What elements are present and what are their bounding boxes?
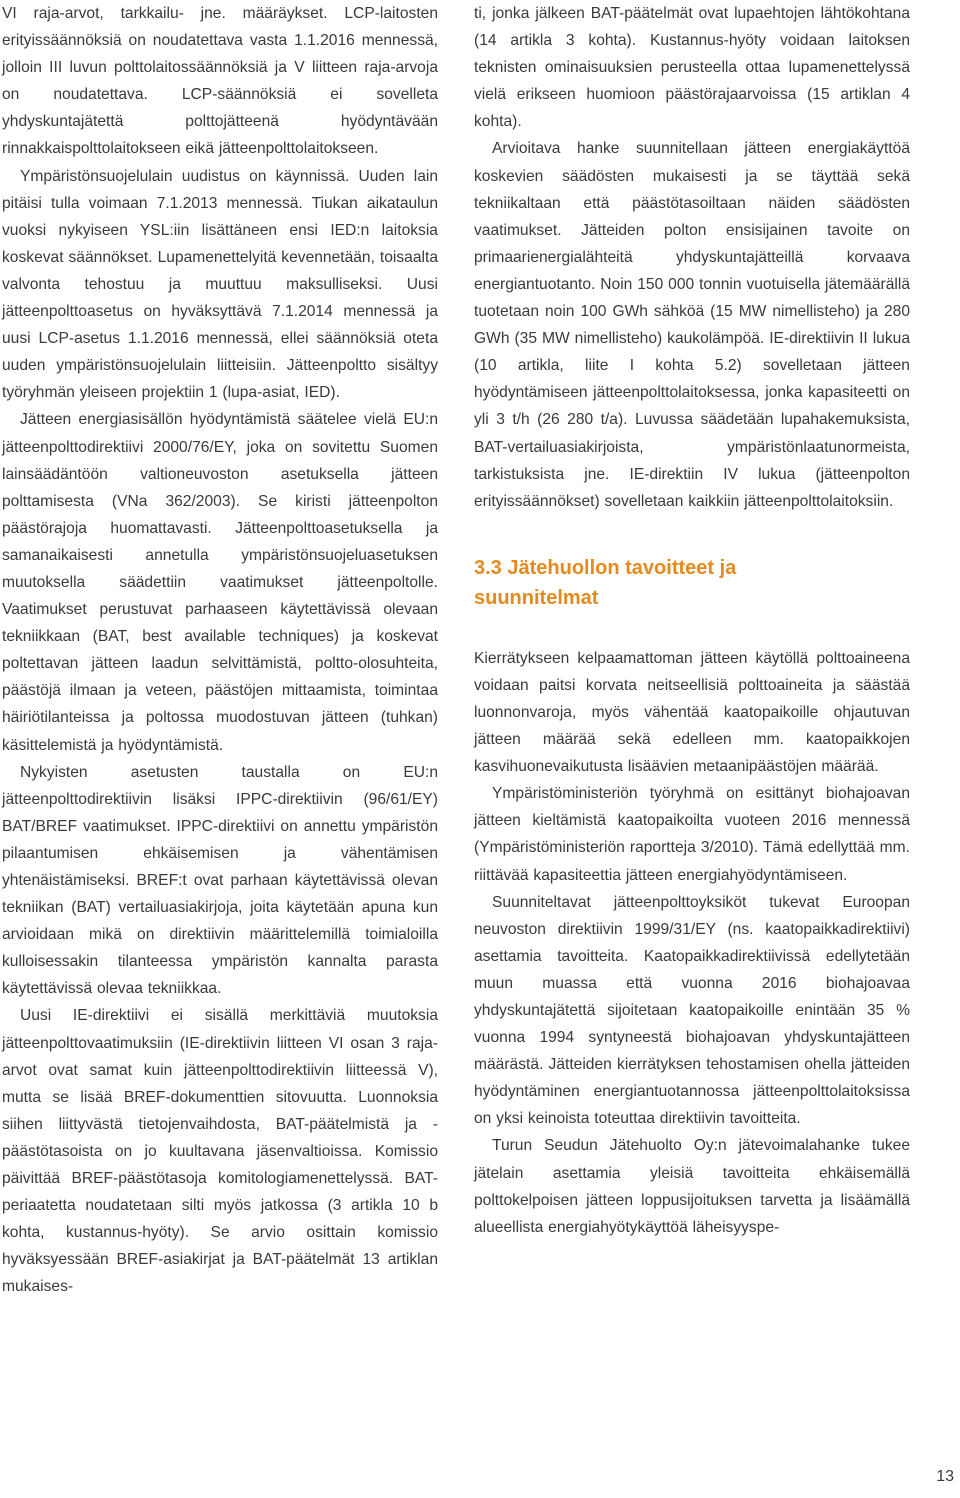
body-paragraph: Kierrätykseen kelpaamattoman jätteen käytöllä polttoaineena voidaan paitsi korvata neitseellisiä polttoaineita ja säästää luonnonvaroja, myös vähentää kaatopaikoille ohjautuvan jätteen määrää sekä edelleen mm. kaatopaikkojen kasvihuonevaikutusta lisäävien metaanipäästöjen määrää.: [474, 649, 910, 776]
body-paragraph: ti, jonka jälkeen BAT-päätelmät ovat lupaehtojen lähtökohtana (14 artikla 3 kohta). Kustannus-hyöty voidaan laitoksen teknisten ominaisuuksien perusteella ottaa lupamenettelyssä vielä erikseen huomioon päästörajaarvoissa (15 artiklan 4 kohta).: [474, 5, 910, 131]
page-number: 13: [936, 1468, 954, 1485]
body-paragraph: VI raja-arvot, tarkkailu- jne. määräykset. LCP-laitosten erityissäännöksiä on noudatettava vasta 1.1.2016 mennessä, jolloin III luvun polttolaitossäännöksiä ja V liitteen raja-arvoja on noudatettava. LCP-säännöksiä ei sovelleta yhdyskuntajätettä polttojätteenä hyödyntävään rinnakkaispolttolaitokseen eikä jätteenpolttolaitokseen.: [2, 5, 438, 158]
body-paragraph: Uusi IE-direktiivi ei sisällä merkittäviä muutoksia jätteenpolttovaatimuksiin (IE-direktiivin liitteen VI osan 3 raja-arvot ovat samat kuin jätteenpolttodirektiivin liitteessä V), mutta se lisää BREF-dokumenttien sitovuutta. Luonnoksia siihen liittyvästä tietojenvaihdosta, BAT-päätelmistä ja -päästötasoista on jo kuultavana jäsenvaltioissa. Komissio päivittää BREF-päästötasoja komitologiamenettelyssä. BAT-periaatetta noudatetaan silti myös jatkossa (3 artikla 10 b kohta, kustannus-hyöty). Se arvio osittain komissio hyväksyessään BREF-asiakirjat ja BAT-päätelmät 13 artiklan mukaises-: [2, 1007, 438, 1296]
left-column: [2, 0, 438, 1301]
body-paragraph: Suunniteltavat jätteenpolttoyksiköt tukevat Euroopan neuvoston direktiivin 1999/31/EY (ns. kaatopaikkadirektiivi) asettamia tavoitteita. Kaatopaikkadirektiivissä edellytetään muun muassa että vuonna 2016 biohajoavaa yhdyskuntajätettä sijoitetaan kaatopaikoille enintään 35 % vuonna 1994 syntyneestä biohajoavan yhdyskuntajätteen määrästä. Jätteiden kierrätyksen tehostamisen ohella jätteiden hyödyntäminen energiantuotannossa jätteenpolttolaitoksissa on yksi keinoista toteuttaa direktiivin tavoitteita.: [474, 893, 910, 1128]
body-paragraph: Arvioitava hanke suunnitellaan jätteen energiakäyttöä koskevien säädösten mukaisesti ja se täyttää sekä tekniikaltaan että päästötasoiltaan näiden säädösten vaatimukset. Jätteiden polton ensisijainen tavoite on primaarienergialähteitä yhdyskuntajätteillä korvaava energiantuotanto. Noin 150 000 tonnin vuotuisella jätemäärällä tuotetaan noin 100 GWh sähköä (15 MW nimellisteho) ja 280 GWh (35 MW nimellisteho) kaukolämpöä. IE-direktiivin II lukua (10 artikla, liite I kohta 5.2) sovelletaan jätteen hyödyntämiseen jätteenpolttolaitoksessa, jonka kapasiteetti on yli 3 t/h (26 280 t/a). Luvussa säädetään lupahakemuksista, BAT-vertailuasiakirjoista, ympäristönlaatunormeista, tarkistuksista jne. IE-direktiin IV lukua (jätteenpolton erityissäännökset) sovelletaan kaikkiin jätteenpolttolaitoksiin.: [474, 140, 910, 510]
body-paragraph: Turun Seudun Jätehuolto Oy:n jätevoimalahanke tukee jätelain asettamia yleisiä tavoitteita ehkäisemällä polttokelpoisen jätteen loppusijoituksen tarvetta ja lisäämällä alueellista energiahyötykäyttöä läheisyyspe-: [474, 1137, 910, 1236]
body-paragraph: Ympäristönsuojelulain uudistus on käynnissä. Uuden lain pitäisi tulla voimaan 7.1.2013 mennessä. Tiukan aikataulun vuoksi nykyiseen YSL:iin lisättäneen ensi IED:n laitoksia koskevat säännökset. Lupamenettelyitä kevennetään, toisaalta valvonta tehostuu ja muuttuu maksulliseksi. Uusi jätteenpolttoasetus on hyväksyttävä 7.1.2014 mennessä ja uusi LCP-asetus 1.1.2016 mennessä, ellei säännöksiä oteta uuden ympäristönsuojelulain liitteisiin. Jätteenpoltto sisältyy työryhmän yleiseen projektiin 1 (lupa-asiat, IED).: [2, 167, 438, 402]
right-column: [474, 0, 910, 1241]
body-paragraph: Ympäristöministeriön työryhmä on esittänyt biohajoavan jätteen kieltämistä kaatopaikoilta vuoteen 2016 mennessä (Ympäristöministeriön raportteja 3/2010). Tämä edellyttää mm. riittävää kapasiteettia jätteen energiahyödyntämiseen.: [474, 785, 910, 884]
body-paragraph: Nykyisten asetusten taustalla on EU:n jätteenpolttodirektiivin lisäksi IPPC-direktiivin (96/61/EY) BAT/BREF vaatimukset. IPPC-direktiivi on annettu ympäristön pilaantumisen ehkäisemisen ja vähentämisen yhtenäistämiseksi. BREF:t ovat parhaan käytettävissä olevan tekniikan (BAT) vertailuasiakirjoja, joita käytetään apuna kun arvioidaan mikä on direktiivin määrittelemillä toimialoilla kulloisessakin tilanteessa ympäristön kannalta parasta käytettävissä olevaa tekniikkaa.: [2, 763, 438, 998]
body-paragraph: Jätteen energiasisällön hyödyntämistä säätelee vielä EU:n jätteenpolttodirektiivi 2000/76/EY, joka on sovitettu Suomen lainsäädäntöön valtioneuvoston asetuksella jätteen polttamisesta (VNa 362/2003). Se kiristi jätteenpolton päästörajoja huomattavasti. Jätteenpolttoasetuksella ja samanaikaisesti annetulla ympäristönsuojeluasetuksen muutoksella säädettiin vaatimukset jätteenpoltolle. Vaatimukset perustuvat parhaaseen käytettävissä olevaan tekniikkaan (BAT, best available techniques) ja koskevat poltettavan jätteen laadun selvittämistä, poltto-olosuhteita, päästöjä ilmaan ja veteen, päästöjen mittaamista, toimintaa häiriötilanteissa ja poltossa muodostuvan jätteen (tuhkan) käsittelemistä ja hyödyntämistä.: [2, 411, 438, 754]
section-heading: 3.3 Jätehuollon tavoitteet ja suunnitelmat: [474, 556, 737, 609]
